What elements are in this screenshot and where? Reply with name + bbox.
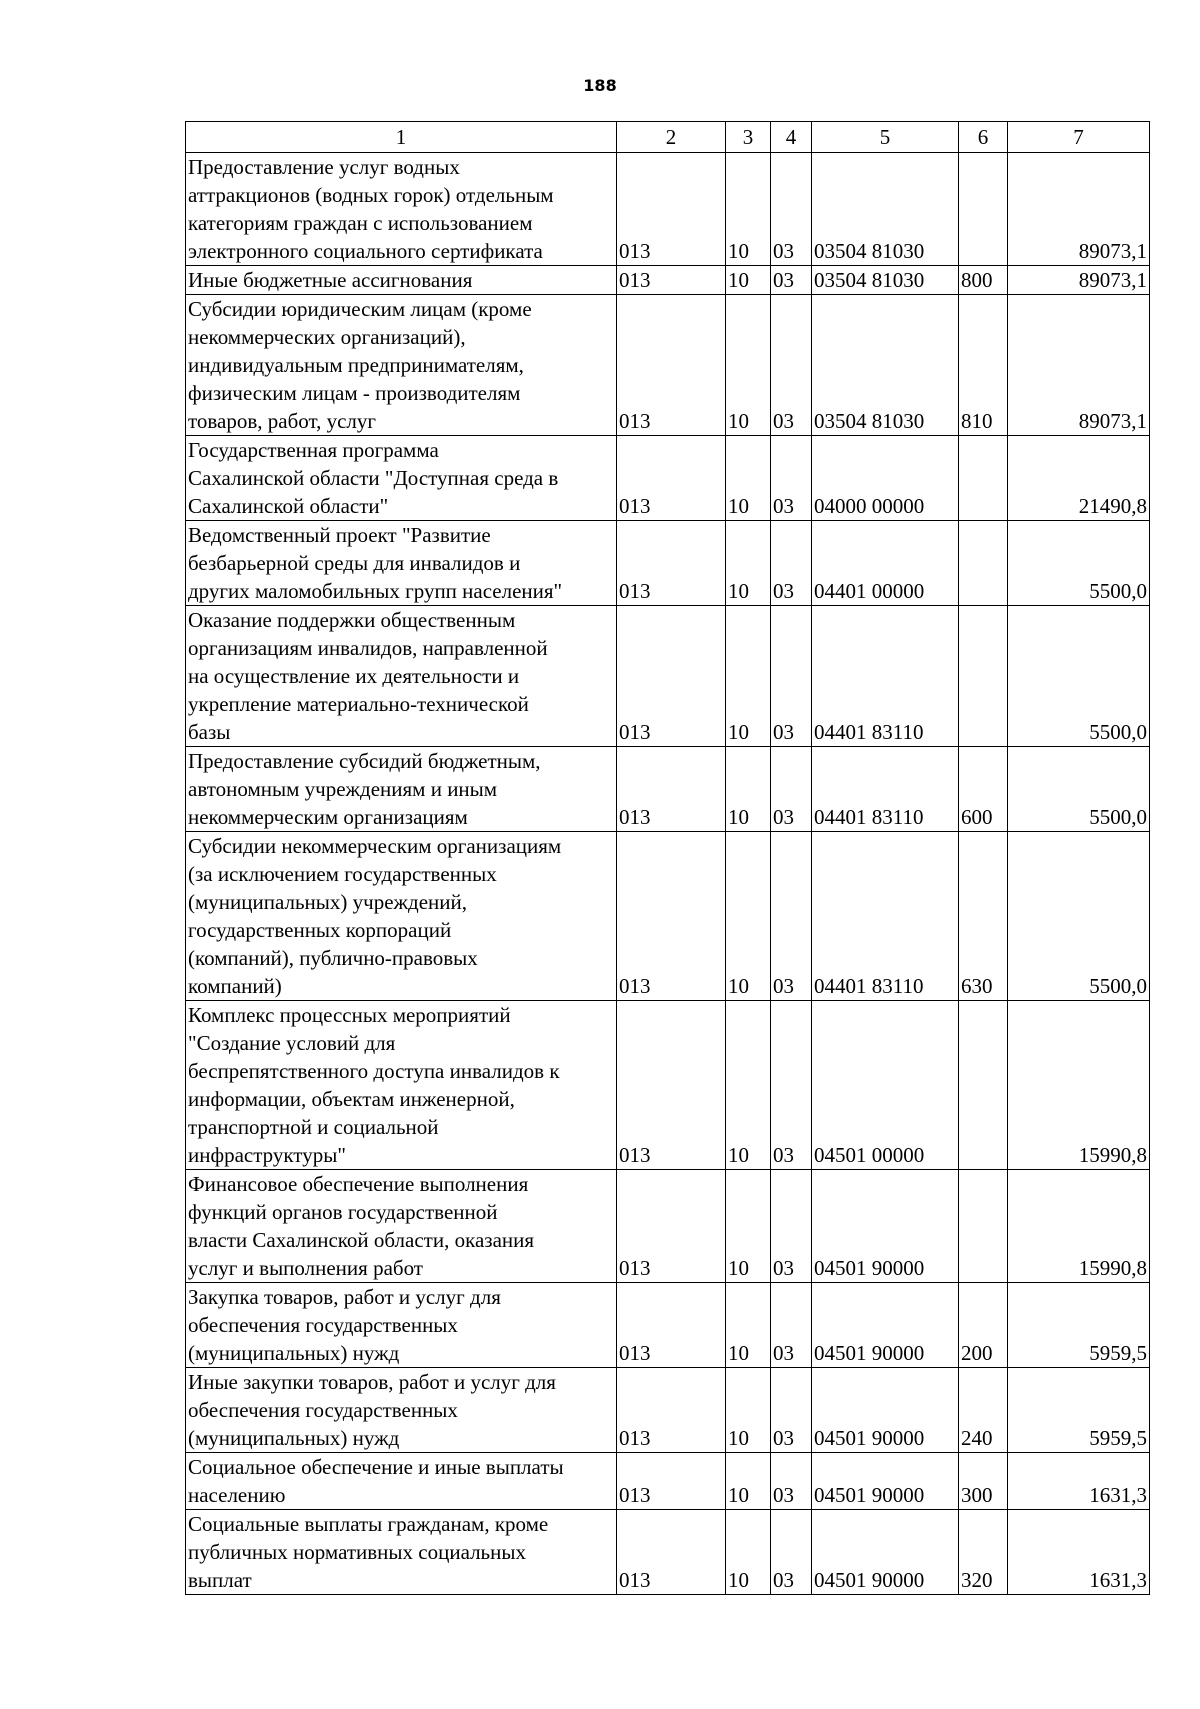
column-header: 4 xyxy=(771,122,812,153)
ministry-code: 013 xyxy=(617,747,726,832)
target-article-code: 03504 81030 xyxy=(812,266,959,295)
subsection-code: 03 xyxy=(771,1368,812,1453)
target-article-code: 04401 83110 xyxy=(812,832,959,1001)
expense-type-code: 630 xyxy=(959,832,1008,1001)
item-name: Государственная программа Сахалинской области "Доступная среда в Сахалинской области" xyxy=(186,436,617,521)
column-header: 1 xyxy=(186,122,617,153)
subsection-code: 03 xyxy=(771,266,812,295)
item-name: Социальное обеспечение и иные выплаты населению xyxy=(186,1453,617,1510)
ministry-code: 013 xyxy=(617,1453,726,1510)
expense-type-code xyxy=(959,436,1008,521)
ministry-code: 013 xyxy=(617,521,726,606)
section-code: 10 xyxy=(726,436,771,521)
section-code: 10 xyxy=(726,747,771,832)
item-name: Закупка товаров, работ и услуг для обеспечения государственных (муниципальных) нужд xyxy=(186,1283,617,1368)
amount: 5500,0 xyxy=(1008,747,1150,832)
item-name: Иные бюджетные ассигнования xyxy=(186,266,617,295)
table-row xyxy=(186,436,1150,521)
expense-type-code: 800 xyxy=(959,266,1008,295)
expense-type-code xyxy=(959,153,1008,266)
ministry-code: 013 xyxy=(617,606,726,747)
subsection-code: 03 xyxy=(771,1510,812,1595)
subsection-code: 03 xyxy=(771,1283,812,1368)
section-code: 10 xyxy=(726,295,771,436)
subsection-code: 03 xyxy=(771,747,812,832)
subsection-code: 03 xyxy=(771,295,812,436)
target-article-code: 04501 90000 xyxy=(812,1170,959,1283)
target-article-code: 03504 81030 xyxy=(812,295,959,436)
section-code: 10 xyxy=(726,606,771,747)
subsection-code: 03 xyxy=(771,832,812,1001)
ministry-code: 013 xyxy=(617,1001,726,1170)
column-header: 7 xyxy=(1008,122,1150,153)
amount: 89073,1 xyxy=(1008,295,1150,436)
section-code: 10 xyxy=(726,1170,771,1283)
target-article-code: 03504 81030 xyxy=(812,153,959,266)
item-name: Ведомственный проект "Развитие безбарьерной среды для инвалидов и других маломобильных групп населения" xyxy=(186,521,617,606)
ministry-code: 013 xyxy=(617,832,726,1001)
expense-type-code xyxy=(959,1170,1008,1283)
ministry-code: 013 xyxy=(617,1368,726,1453)
expense-type-code: 600 xyxy=(959,747,1008,832)
target-article-code: 04501 90000 xyxy=(812,1368,959,1453)
ministry-code: 013 xyxy=(617,266,726,295)
item-name: Предоставление субсидий бюджетным, автономным учреждениям и иным некоммерческим организациям xyxy=(186,747,617,832)
subsection-code: 03 xyxy=(771,153,812,266)
table-row xyxy=(186,747,1150,832)
target-article-code: 04401 00000 xyxy=(812,521,959,606)
item-name: Иные закупки товаров, работ и услуг для обеспечения государственных (муниципальных) нужд xyxy=(186,1368,617,1453)
item-name: Субсидии некоммерческим организациям (за исключением государственных (муниципальных) учреждений, государственных корпораций (компаний), публично-правовых компаний) xyxy=(186,832,617,1001)
section-code: 10 xyxy=(726,521,771,606)
target-article-code: 04401 83110 xyxy=(812,606,959,747)
ministry-code: 013 xyxy=(617,153,726,266)
item-name: Комплекс процессных мероприятий "Создание условий для беспрепятственного доступа инвалидов к информации, объектам инженерной, транспортной и социальной инфраструктуры" xyxy=(186,1001,617,1170)
page-number: 188 xyxy=(583,76,617,95)
ministry-code: 013 xyxy=(617,1170,726,1283)
ministry-code: 013 xyxy=(617,436,726,521)
ministry-code: 013 xyxy=(617,1283,726,1368)
expense-type-code xyxy=(959,1001,1008,1170)
table-row xyxy=(186,1170,1150,1283)
section-code: 10 xyxy=(726,1510,771,1595)
table-row xyxy=(186,606,1150,747)
amount: 15990,8 xyxy=(1008,1170,1150,1283)
target-article-code: 04501 90000 xyxy=(812,1283,959,1368)
item-name: Социальные выплаты гражданам, кроме публичных нормативных социальных выплат xyxy=(186,1510,617,1595)
table-row xyxy=(186,521,1150,606)
target-article-code: 04501 90000 xyxy=(812,1510,959,1595)
table-row xyxy=(186,832,1150,1001)
budget-table xyxy=(185,121,1150,1595)
subsection-code: 03 xyxy=(771,436,812,521)
expense-type-code xyxy=(959,521,1008,606)
expense-type-code: 200 xyxy=(959,1283,1008,1368)
table-row xyxy=(186,1510,1150,1595)
target-article-code: 04501 00000 xyxy=(812,1001,959,1170)
table-row xyxy=(186,1283,1150,1368)
expense-type-code: 810 xyxy=(959,295,1008,436)
target-article-code: 04401 83110 xyxy=(812,747,959,832)
expense-type-code: 320 xyxy=(959,1510,1008,1595)
amount: 15990,8 xyxy=(1008,1001,1150,1170)
section-code: 10 xyxy=(726,266,771,295)
table-row xyxy=(186,1453,1150,1510)
table-row xyxy=(186,153,1150,266)
subsection-code: 03 xyxy=(771,1453,812,1510)
header-row xyxy=(186,122,1150,153)
expense-type-code: 240 xyxy=(959,1368,1008,1453)
amount: 5500,0 xyxy=(1008,521,1150,606)
subsection-code: 03 xyxy=(771,606,812,747)
ministry-code: 013 xyxy=(617,1510,726,1595)
subsection-code: 03 xyxy=(771,1170,812,1283)
column-header: 6 xyxy=(959,122,1008,153)
section-code: 10 xyxy=(726,1001,771,1170)
section-code: 10 xyxy=(726,153,771,266)
amount: 5959,5 xyxy=(1008,1368,1150,1453)
amount: 89073,1 xyxy=(1008,153,1150,266)
item-name: Финансовое обеспечение выполнения функций органов государственной власти Сахалинской области, оказания услуг и выполнения работ xyxy=(186,1170,617,1283)
table-row xyxy=(186,266,1150,295)
expense-type-code: 300 xyxy=(959,1453,1008,1510)
expense-type-code xyxy=(959,606,1008,747)
item-name: Предоставление услуг водных аттракционов (водных горок) отдельным категориям граждан с использованием электронного социального сертификата xyxy=(186,153,617,266)
item-name: Оказание поддержки общественным организациям инвалидов, направленной на осуществление их деятельности и укрепление материально-технической базы xyxy=(186,606,617,747)
amount: 21490,8 xyxy=(1008,436,1150,521)
item-name: Субсидии юридическим лицам (кроме некоммерческих организаций), индивидуальным предпринимателям, физическим лицам - производителям товаров, работ, услуг xyxy=(186,295,617,436)
table-row xyxy=(186,295,1150,436)
target-article-code: 04000 00000 xyxy=(812,436,959,521)
amount: 5959,5 xyxy=(1008,1283,1150,1368)
amount: 1631,3 xyxy=(1008,1510,1150,1595)
table-row xyxy=(186,1368,1150,1453)
column-header: 5 xyxy=(812,122,959,153)
amount: 89073,1 xyxy=(1008,266,1150,295)
table-row xyxy=(186,1001,1150,1170)
column-header: 2 xyxy=(617,122,726,153)
target-article-code: 04501 90000 xyxy=(812,1453,959,1510)
amount: 1631,3 xyxy=(1008,1453,1150,1510)
section-code: 10 xyxy=(726,1453,771,1510)
column-header: 3 xyxy=(726,122,771,153)
amount: 5500,0 xyxy=(1008,606,1150,747)
subsection-code: 03 xyxy=(771,1001,812,1170)
section-code: 10 xyxy=(726,1283,771,1368)
ministry-code: 013 xyxy=(617,295,726,436)
amount: 5500,0 xyxy=(1008,832,1150,1001)
subsection-code: 03 xyxy=(771,521,812,606)
section-code: 10 xyxy=(726,1368,771,1453)
section-code: 10 xyxy=(726,832,771,1001)
